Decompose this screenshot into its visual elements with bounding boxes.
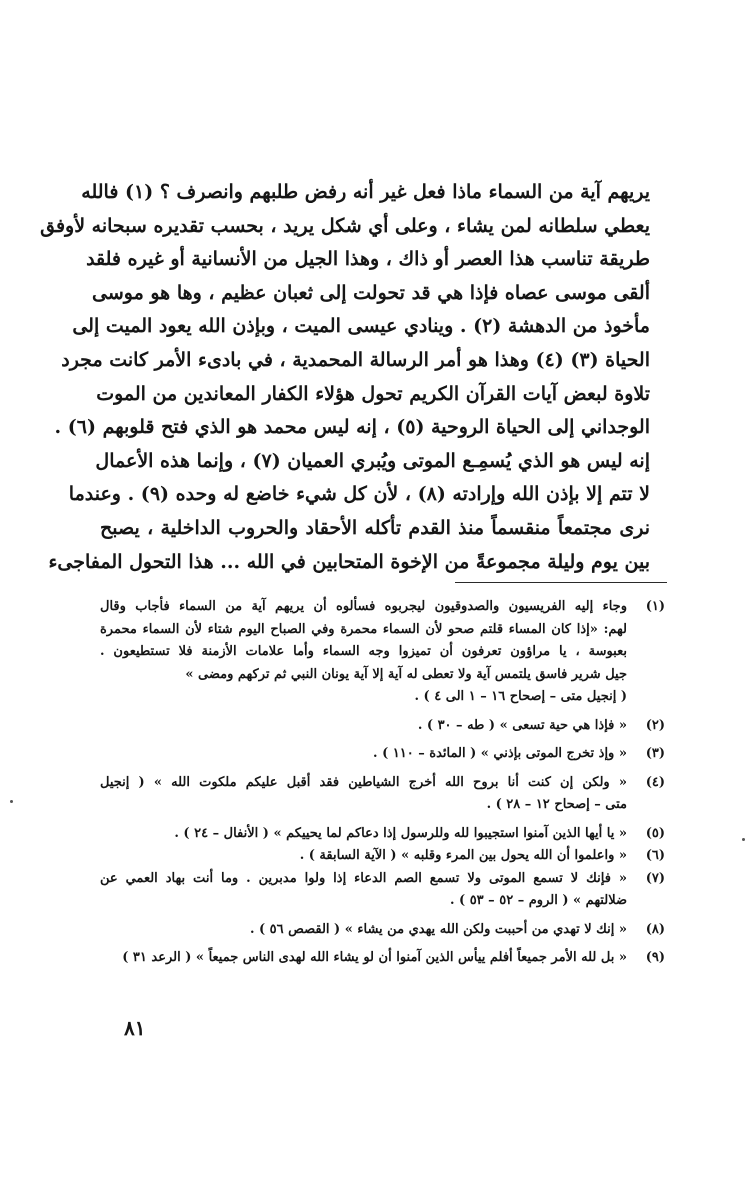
footnote-number: (١) — [645, 599, 665, 614]
body-line: تلاوة لبعض آيات القرآن الكريم تحول هؤلاء الكفار المعاندين من الموت — [96, 382, 650, 405]
body-line: لا تتم إلا بإذن الله وإرادته (٨) ، لأن كل شيء خاضع له وحده (٩) . وعندما — [68, 483, 650, 506]
footnote-8 — [100, 919, 665, 942]
footnote-number: (٧) — [645, 870, 665, 886]
body-line: طريقة تناسب هذا العصر أو ذاك ، وهذا الجيل من الأنسانية أو غيره فلقد — [86, 248, 650, 271]
footnote-3 — [100, 743, 665, 766]
footnote-4 — [100, 772, 665, 817]
footnote-line: « واعلموا أن الله يحول بين المرء وقلبه » ( الآية السابقة ) . — [299, 848, 627, 863]
main-text — [40, 176, 650, 579]
footnote-line: « إنك لا تهدي من أحببت ولكن الله يهدي من يشاء » ( القصص ٥٦ ) . — [249, 921, 627, 937]
footnote-line: بعبوسة ، يا مراؤون تعرفون أن تميزوا وجه السماء وأما علامات الأزمنة فلا تستطيعون . — [100, 644, 627, 659]
footnote-line: « ولكن إن كنت أنا بروح الله أخرج الشياطين فقد أقبل عليكم ملكوت الله » ( إنجيل — [100, 774, 627, 790]
body-line: يعطي سلطانه لمن يشاء ، وعلى أي شكل يريد ، بحسب تقديره سبحانه لأوفق — [40, 214, 650, 237]
footnote-2 — [100, 715, 665, 738]
footnote-number: (٩) — [645, 950, 665, 965]
footnote-7 — [100, 868, 665, 913]
footnote-number: (٨) — [645, 921, 665, 937]
body-line: بين يوم وليلة مجموعةً من الإخوة المتحابين في الله ... هذا التحول المفاجىء — [48, 550, 650, 573]
body-line: نرى مجتمعاً منقسماً منذ القدم تأكله الأحقاد والحروب الداخلية ، يصبح — [100, 516, 650, 539]
footnote-number: (٢) — [645, 717, 665, 733]
footnote-1 — [100, 596, 665, 709]
page-number: ٨١ — [124, 1016, 146, 1040]
footnote-6 — [100, 845, 665, 868]
footnote-line: « فإذا هي حية تسعى » ( طه – ٣٠ ) . — [417, 717, 627, 733]
footnote-number: (٣) — [645, 746, 665, 761]
body-line: يريهم آية من السماء ماذا فعل غير أنه رفض طلبهم وانصرف ؟ (١) فالله — [81, 181, 650, 203]
footnote-separator — [455, 582, 667, 583]
footnote-line: « بل لله الأمر جميعاً أفلم ييأس الذين آمنوا أن لو يشاء الله لهدى الناس جميعاً » ( الرعد ٣١ ) — [122, 950, 627, 965]
footnote-number: (٥) — [645, 825, 665, 841]
footnote-line: « يا أيها الذين آمنوا استجيبوا لله وللرسول إذا دعاكم لما يحييكم » ( الأنفال – ٢٤ ) . — [174, 825, 627, 841]
footnote-5 — [100, 823, 665, 846]
footnotes — [100, 596, 665, 970]
footnote-line: وجاء إليه الفريسيون والصدوقيون ليجربوه فسألوه أن يريهم آية من السماء فأجاب وقال — [100, 599, 627, 614]
footnote-line: ضلالتهم » ( الروم – ٥٢ – ٥٣ ) . — [449, 893, 627, 908]
footnote-line: « فإنك لا تسمع الموتى ولا تسمع الصم الدعاء إذا ولوا مدبرين . وما أنت بهاد العمي عن — [100, 870, 627, 886]
footnote-line: لهم: «إذا كان المساء قلتم صحو لأن السماء محمرة وفي الصباح اليوم شتاء لأن السماء محمرة — [100, 621, 627, 637]
footnote-line: جيل شرير فاسق يلتمس آية ولا تعطى له آية إلا آية يونان النبي ثم تركهم ومضى » — [185, 666, 627, 682]
body-line: مأخوذ من الدهشة (٢) . وينادي عيسى الميت ، وبإذن الله يعود الميت إلى — [72, 315, 650, 338]
scan-speck — [10, 800, 13, 803]
footnote-9 — [100, 947, 665, 970]
footnote-line: ( إنجيل متى – إصحاح ١٦ – ١ الى ٤ ) . — [414, 689, 627, 704]
body-line: الوجداني إلى الحياة الروحية (٥) ، إنه ليس محمد هو الذي فتح قلوبهم (٦) . — [54, 416, 650, 439]
footnote-line: متى – إصحاح ١٢ – ٢٨ ) . — [486, 797, 627, 812]
footnote-number: (٦) — [645, 848, 665, 863]
body-line: إنه ليس هو الذي يُسمِـع الموتى ويُبري العميان (٧) ، وإنما هذه الأعمال — [95, 449, 650, 472]
scan-speck — [742, 838, 745, 841]
footnote-number: (٤) — [645, 774, 665, 790]
body-line: ألقى موسى عصاه فإذا هي قد تحولت إلى ثعبان عظيم ، وها هو موسى — [92, 281, 650, 304]
footnote-line: « وإذ تخرج الموتى بإذني » ( المائدة – ١١٠ ) . — [373, 746, 627, 761]
body-line: الحياة (٣) (٤) وهذا هو أمر الرسالة المحمدية ، في بادىء الأمر كانت مجرد — [61, 348, 650, 371]
